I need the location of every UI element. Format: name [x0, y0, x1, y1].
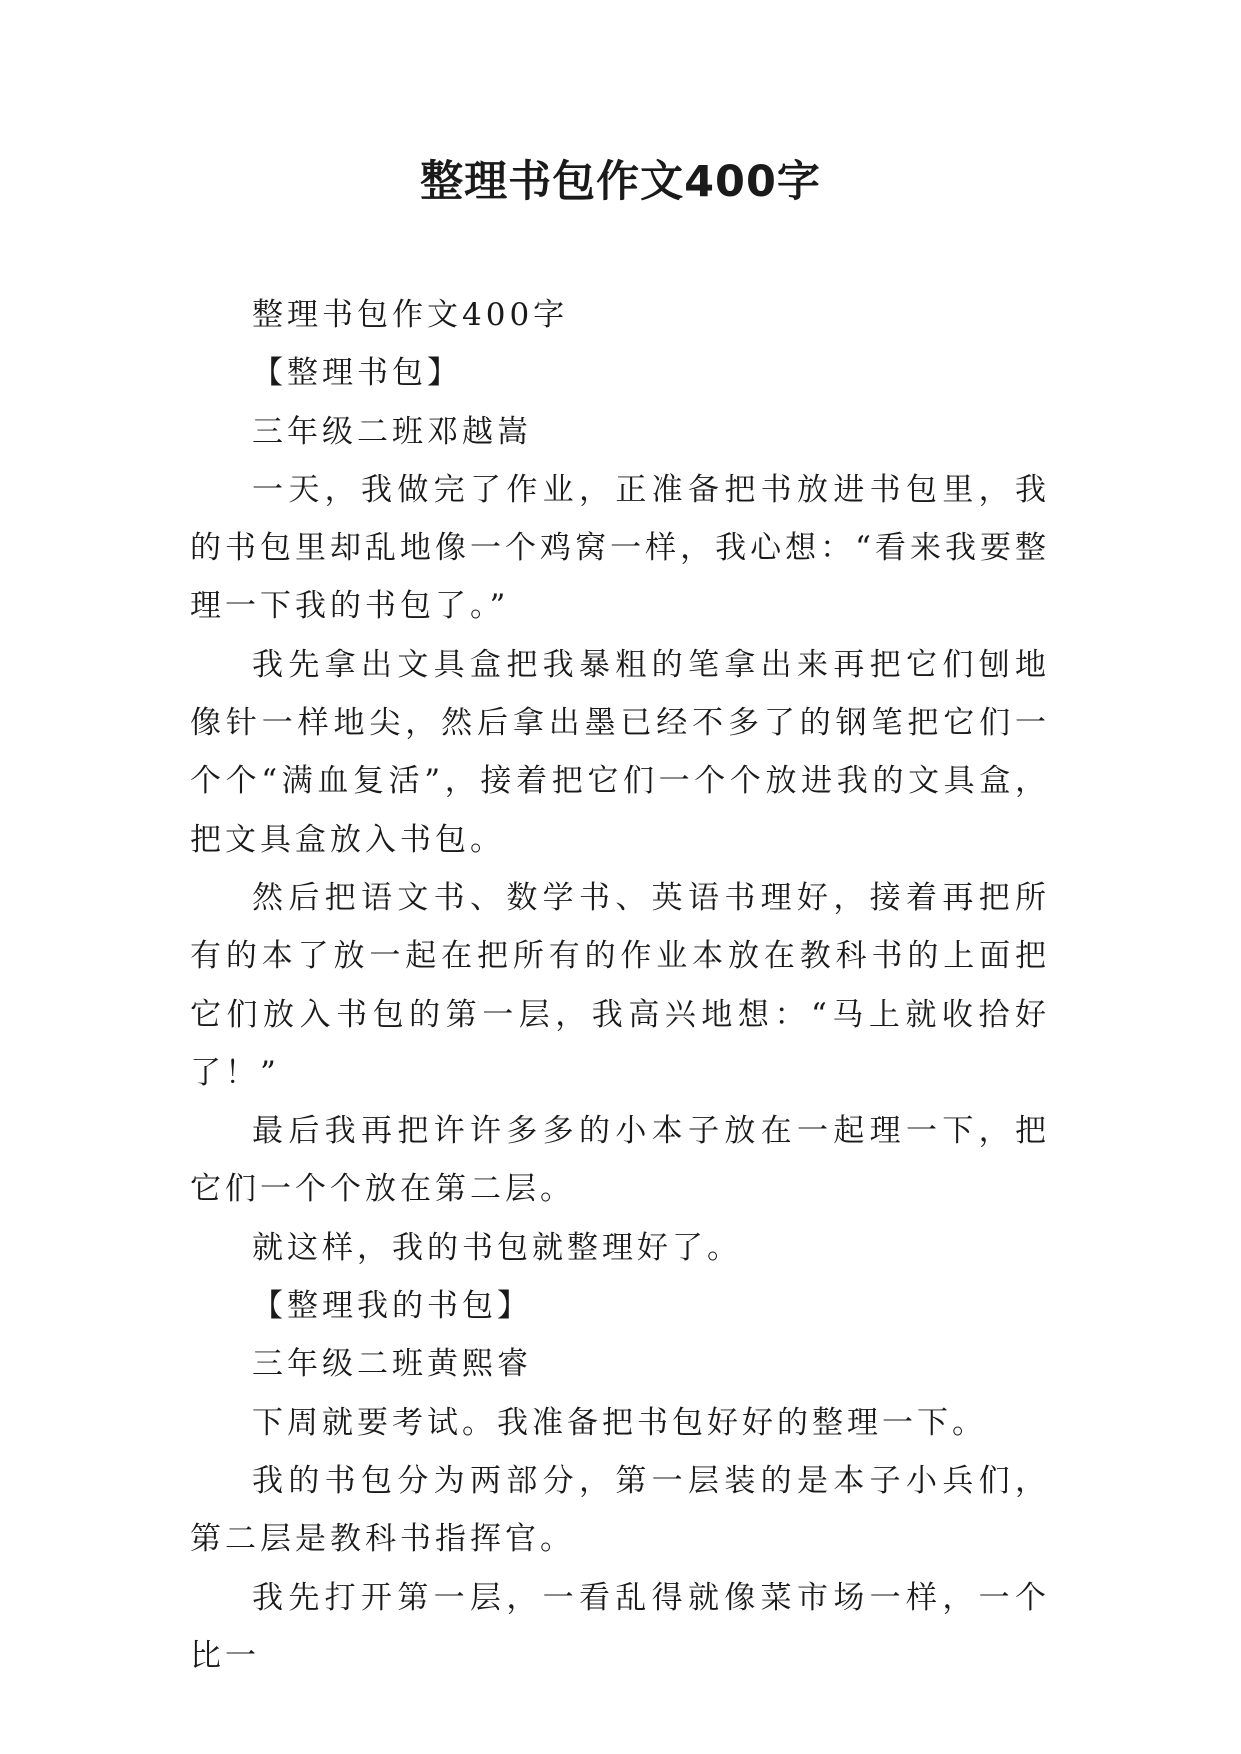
- document-body: [190, 286, 1050, 1685]
- paragraph: 我的书包分为两部分，第一层装的是本子小兵们，第二层是教科书指挥官。: [190, 1462, 1050, 1558]
- paragraph: 就这样，我的书包就整理好了。: [252, 1229, 742, 1266]
- author-line-2: 三年级二班黄熙睿: [252, 1346, 532, 1383]
- section-heading-2: 【整理我的书包】: [252, 1288, 532, 1325]
- paragraph: 最后我再把许许多多的小本子放在一起理一下，把它们一个个放在第二层。: [190, 1113, 1050, 1208]
- paragraph: 我先拿出文具盒把我暴粗的笔拿出来再把它们刨地像针一样地尖，然后拿出墨已经不多了的钢笔把它们一个个“满血复活”，接着把它们一个个放进我的文具盒，把文具盒放入书包。: [190, 646, 1050, 858]
- paragraph: 一天，我做完了作业，正准备把书放进书包里，我的书包里却乱地像一个鸡窝一样，我心想：“看来我要整理一下我的书包了。”: [190, 471, 1050, 625]
- paragraph: 下周就要考试。我准备把书包好好的整理一下。: [252, 1404, 987, 1441]
- paragraph-subtitle: 整理书包作文400字: [252, 297, 569, 333]
- paragraph: 我先打开第一层，一看乱得就像菜市场一样，一个比一: [190, 1579, 1050, 1674]
- document-title: 整理书包作文400字: [420, 157, 821, 207]
- paragraph: 然后把语文书、数学书、英语书理好，接着再把所有的本了放一起在把所有的作业本放在教科书的上面把它们放入书包的第一层，我高兴地想：“马上就收拾好了！”: [190, 879, 1050, 1091]
- author-line-1: 三年级二班邓越嵩: [252, 413, 532, 450]
- section-heading-1: 【整理书包】: [252, 355, 462, 392]
